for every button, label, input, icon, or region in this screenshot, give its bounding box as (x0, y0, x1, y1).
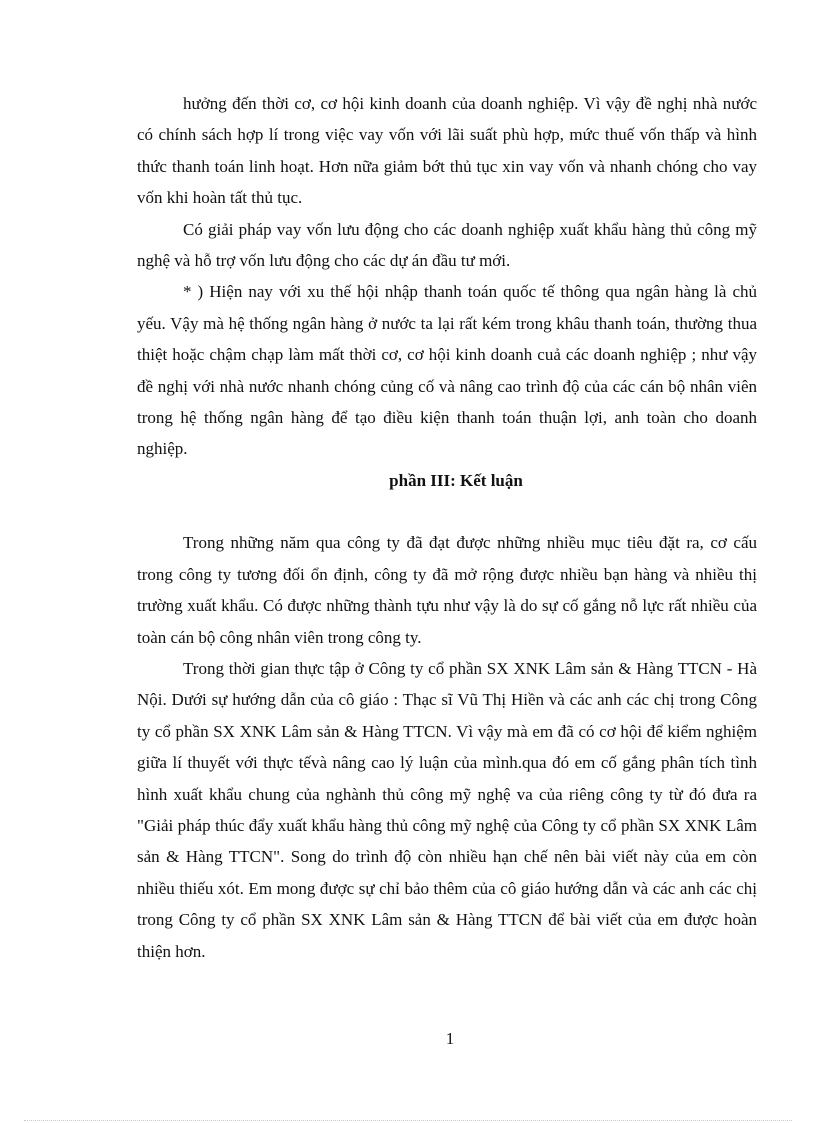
paragraph-working-capital: Có giải pháp vay vốn lưu động cho các doanh nghiệp xuất khẩu hàng thủ công mỹ nghệ và hỗ trợ vốn lưu động cho các dự án đầu tư mới. (137, 219, 757, 271)
page-number: 1 (445, 1029, 455, 1048)
paragraph-conclusion-achievements: Trong những năm qua công ty đã đạt được những nhiều mục tiêu đặt ra, cơ cấu trong công ty tương đối ổn định, công ty đã mở rộng được nhiều bạn hàng và nhiều thị trường xuất khẩu. Có được những thành tựu như vậy là do sự cố gắng nỗ lực rất nhiều của toàn cán bộ công nhân viên trong công ty. (137, 533, 757, 647)
paragraph-conclusion-internship: Trong thời gian thực tập ở Công ty cổ phần SX XNK Lâm sản & Hàng TTCN - Hà Nội. Dưới sự hướng dẫn của cô giáo : Thạc sĩ Vũ Thị Hiền và các anh các chị trong Công ty cổ phần SX XNK Lâm sản & Hàng TTCN. Vì vậy mà em đã có cơ hội để kiểm nghiệm giữa lí thuyết với thực tếvà nâng cao lý luận của mình.qua đó em cố gắng phân tích tình hình xuất khẩu chung của nghành thủ công mỹ nghệ va của riêng công ty từ đó đưa ra "Giải pháp thúc đẩy xuất khẩu hàng thủ công mỹ nghệ của Công ty cổ phần SX XNK Lâm sản & Hàng TTCN". Song do trình độ còn nhiều hạn chế nên bài viết này của em còn nhiều thiếu xót. Em mong được sự chỉ bảo thêm của cô giáo hướng dẫn và các anh các chị trong Công ty cổ phần SX XNK Lâm sản & Hàng TTCN để bài viết của em được hoàn thiện hơn. (137, 658, 757, 961)
page-body (137, 88, 757, 967)
section-heading: phần III: Kết luận (389, 470, 523, 490)
page-bottom-divider (24, 1120, 792, 1121)
paragraph-banking-system: * ) Hiện nay với xu thế hội nhập thanh toán quốc tế thông qua ngân hàng là chủ yếu. Vậy mà hệ thống ngân hàng ở nước ta lại rất kém trong khâu thanh toán, thường thua thiệt hoặc chậm chạp làm mất thời cơ, cơ hội kinh doanh cuả các doanh nghiệp ; như vậy đề nghị với nhà nước nhanh chóng củng cố và nâng cao trình độ của các cán bộ nhân viên trong hệ thống ngân hàng để tạo điều kiện thanh toán thuận lợi, anh toàn cho doanh nghiệp. (137, 282, 757, 459)
paragraph-loan-policy: hưởng đến thời cơ, cơ hội kinh doanh của doanh nghiệp. Vì vậy đề nghị nhà nước có chính sách hợp lí trong việc vay vốn với lãi suất phù hợp, mức thuế vốn thấp và hình thức thanh toán linh hoạt. Hơn nữa giảm bớt thủ tục xin vay vốn và nhanh chóng cho vay vốn khi hoàn tất thủ tục. (137, 94, 757, 208)
heading-spacer (137, 496, 757, 527)
